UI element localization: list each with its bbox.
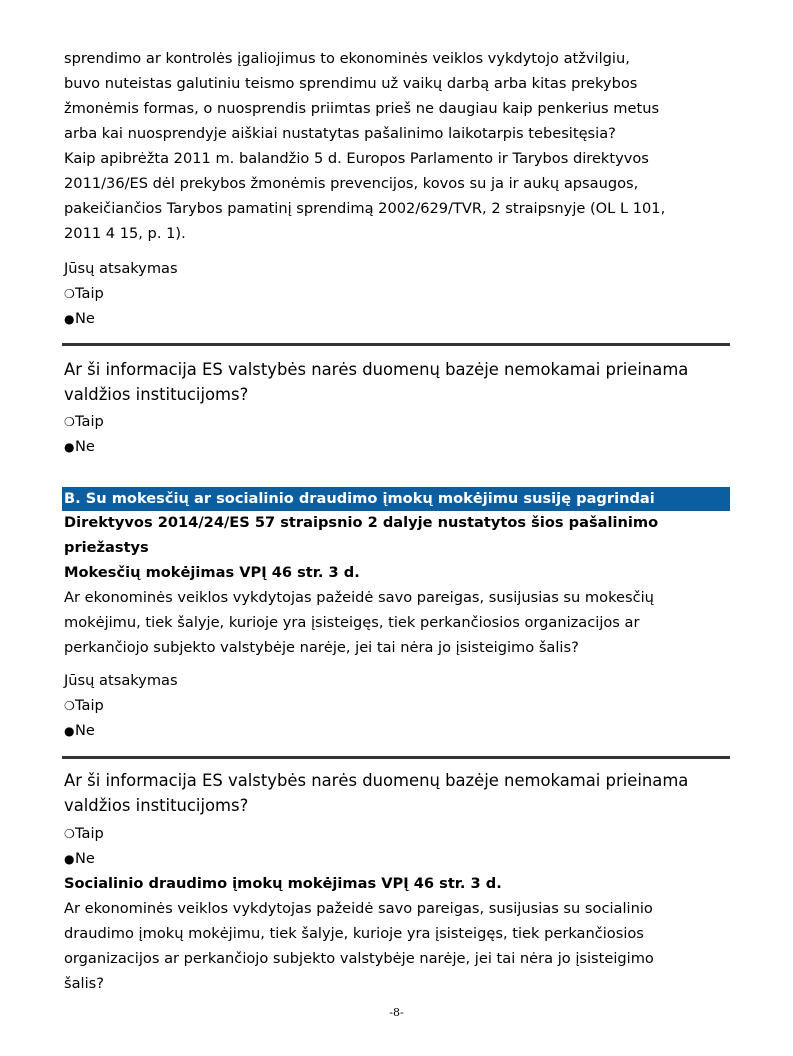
radio-filled-icon[interactable]: ● bbox=[64, 312, 75, 326]
text-line: organizacijos ar perkančiojo subjekto valstybėje narėje, jei tai nėra jo įsisteigimo bbox=[64, 950, 654, 967]
text-line: pakeičiančios Tarybos pamatinį sprendimą 2002/629/TVR, 2 straipsnyje (OL L 101, bbox=[64, 200, 666, 217]
answer-group-2 bbox=[64, 409, 734, 459]
tax-heading: Mokesčių mokėjimas VPĮ 46 str. 3 d. bbox=[64, 564, 360, 581]
option-label: Ne bbox=[75, 310, 95, 327]
text-line: perkančiojo subjekto valstybėje narėje, jei tai nėra jo įsisteigimo šalis? bbox=[64, 639, 579, 656]
divider bbox=[62, 343, 730, 346]
option-label: Ne bbox=[75, 438, 95, 455]
text-line: valdžios institucijoms? bbox=[64, 385, 249, 404]
db-question-1 bbox=[64, 357, 734, 407]
text-line: Ar ekonominės veiklos vykdytojas pažeidė savo pareigas, susijusias su mokesčių bbox=[64, 589, 654, 606]
text-line: Ar ši informacija ES valstybės narės duomenų bazėje nemokamai prieinama bbox=[64, 360, 689, 379]
option-yes[interactable] bbox=[64, 693, 734, 718]
answer-label: Jūsų atsakymas bbox=[64, 672, 178, 689]
text-line: Direktyvos 2014/24/ES 57 straipsnio 2 dalyje nustatytos šios pašalinimo bbox=[64, 514, 659, 531]
answer-group-1 bbox=[64, 256, 734, 331]
radio-filled-icon[interactable]: ● bbox=[64, 440, 75, 454]
intro-paragraph bbox=[64, 46, 734, 246]
text-line: šalis? bbox=[64, 975, 105, 992]
option-yes[interactable] bbox=[64, 821, 734, 846]
radio-empty-icon[interactable]: ❍ bbox=[64, 699, 75, 713]
divider bbox=[62, 756, 730, 759]
radio-filled-icon[interactable]: ● bbox=[64, 724, 75, 738]
option-label: Taip bbox=[75, 285, 104, 302]
option-no[interactable] bbox=[64, 846, 734, 871]
option-no[interactable] bbox=[64, 434, 734, 459]
option-label: Ne bbox=[75, 850, 95, 867]
answer-label: Jūsų atsakymas bbox=[64, 260, 178, 277]
option-label: Ne bbox=[75, 722, 95, 739]
radio-empty-icon[interactable]: ❍ bbox=[64, 415, 75, 429]
text-line: 2011/36/ES dėl prekybos žmonėmis prevencijos, kovos su ja ir aukų apsaugos, bbox=[64, 175, 639, 192]
option-label: Taip bbox=[75, 825, 104, 842]
radio-empty-icon[interactable]: ❍ bbox=[64, 827, 75, 841]
text-line: Kaip apibrėžta 2011 m. balandžio 5 d. Europos Parlamento ir Tarybos direktyvos bbox=[64, 150, 649, 167]
radio-filled-icon[interactable]: ● bbox=[64, 852, 75, 866]
text-line: žmonėmis formas, o nuosprendis priimtas prieš ne daugiau kaip penkerius metus bbox=[64, 100, 660, 117]
option-label: Taip bbox=[75, 413, 104, 430]
text-line: Ar ekonominės veiklos vykdytojas pažeidė savo pareigas, susijusias su socialinio bbox=[64, 900, 653, 917]
db-question-2 bbox=[64, 768, 734, 818]
option-no[interactable] bbox=[64, 306, 734, 331]
text-line: draudimo įmokų mokėjimu, tiek šalyje, kurioje yra įsisteigęs, tiek perkančiosios bbox=[64, 925, 644, 942]
option-no[interactable] bbox=[64, 718, 734, 743]
option-yes[interactable] bbox=[64, 281, 734, 306]
text-line: mokėjimu, tiek šalyje, kurioje yra įsisteigęs, tiek perkančiosios organizacijos ar bbox=[64, 614, 640, 631]
text-line: priežastys bbox=[64, 539, 149, 556]
page-number: -8- bbox=[389, 1006, 404, 1019]
section-b-subtitle bbox=[64, 510, 734, 660]
text-line: 2011 4 15, p. 1). bbox=[64, 225, 186, 242]
text-line: arba kai nuosprendyje aiškiai nustatytas pašalinimo laikotarpis tebesitęsia? bbox=[64, 125, 616, 142]
text-line: sprendimo ar kontrolės įgaliojimus to ekonominės veiklos vykdytojo atžvilgiu, bbox=[64, 50, 630, 67]
text-line: buvo nuteistas galutiniu teismo sprendimu už vaikų darbą arba kitas prekybos bbox=[64, 75, 638, 92]
radio-empty-icon[interactable]: ❍ bbox=[64, 287, 75, 301]
answer-group-3 bbox=[64, 668, 734, 743]
option-label: Taip bbox=[75, 697, 104, 714]
text-line: Ar ši informacija ES valstybės narės duomenų bazėje nemokamai prieinama bbox=[64, 771, 689, 790]
option-yes[interactable] bbox=[64, 409, 734, 434]
text-line: valdžios institucijoms? bbox=[64, 796, 249, 815]
social-heading: Socialinio draudimo įmokų mokėjimas VPĮ 46 str. 3 d. bbox=[64, 875, 502, 892]
answer-group-4 bbox=[64, 821, 734, 996]
section-b-title: B. Su mokesčių ar socialinio draudimo įmokų mokėjimu susiję pagrindai bbox=[62, 487, 730, 511]
